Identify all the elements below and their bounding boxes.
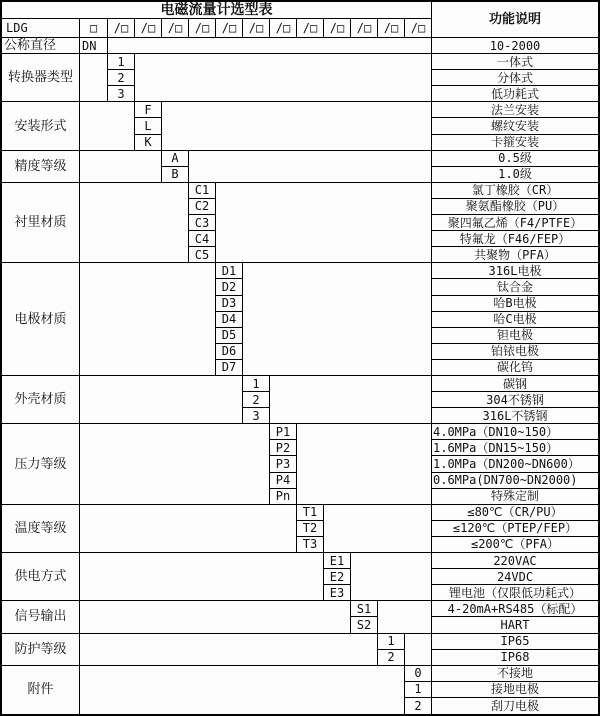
desc-cell: 钽电极 — [432, 328, 598, 344]
code-cell: P1 — [270, 424, 297, 440]
code-cell: 1 — [243, 376, 270, 392]
section-label: 外壳材质 — [2, 376, 80, 424]
code-cell: 1 — [378, 634, 405, 650]
code-cell: D3 — [216, 296, 243, 312]
gap-cell — [162, 102, 432, 150]
section-label: 信号输出 — [2, 601, 80, 633]
model-code-box: /□ — [216, 19, 243, 38]
model-code-box: /□ — [324, 19, 351, 38]
desc-cell: 304不锈钢 — [432, 392, 598, 408]
desc-cell: 316L电极 — [432, 263, 598, 279]
desc-cell: 接地电极 — [432, 682, 598, 698]
code-cell: T2 — [297, 521, 324, 537]
section-label: 安装形式 — [2, 102, 80, 150]
gap-cell — [80, 151, 162, 183]
gap-cell — [243, 263, 432, 376]
desc-cell: 1.0MPa（DN200~DN600） — [432, 456, 598, 472]
code-cell: 2 — [108, 70, 135, 86]
desc-cell: IP65 — [432, 634, 598, 650]
desc-cell: IP68 — [432, 650, 598, 666]
code-cell: D6 — [216, 344, 243, 360]
desc-cell: 钛合金 — [432, 279, 598, 295]
desc-cell: 一体式 — [432, 54, 598, 70]
section-label: 精度等级 — [2, 151, 80, 183]
code-cell: B — [162, 167, 189, 183]
desc-cell: 220VAC — [432, 553, 598, 569]
code-cell: 1 — [108, 54, 135, 70]
desc-cell: 316L不锈钢 — [432, 408, 598, 424]
desc-cell: 0.6MPa(DN700~DN2000) — [432, 473, 598, 489]
code-cell: Pn — [270, 489, 297, 505]
desc-cell: 锂电池（仅限低功耗式） — [432, 585, 598, 601]
desc-cell: 共聚物（PFA） — [432, 247, 598, 263]
desc-cell: 铂铱电极 — [432, 344, 598, 360]
code-cell: 2 — [378, 650, 405, 666]
gap-cell — [108, 38, 432, 54]
desc-cell: 法兰安装 — [432, 102, 598, 118]
code-cell: P3 — [270, 456, 297, 472]
code-cell: 1 — [405, 682, 432, 698]
gap-cell — [80, 54, 108, 102]
section-label: 衬里材质 — [2, 183, 80, 263]
code-cell: DN — [80, 38, 108, 54]
model-code-box: /□ — [162, 19, 189, 38]
model-code-box: /□ — [378, 19, 405, 38]
desc-cell: 哈C电极 — [432, 312, 598, 328]
model-code-box: /□ — [297, 19, 324, 38]
desc-cell: 1.6MPa（DN15~150） — [432, 440, 598, 456]
gap-cell — [80, 376, 243, 424]
code-cell: D1 — [216, 263, 243, 279]
code-cell: C2 — [189, 199, 216, 215]
model-code-box: /□ — [243, 19, 270, 38]
desc-cell: 哈B电极 — [432, 296, 598, 312]
section-label: 电极材质 — [2, 263, 80, 376]
code-cell: S1 — [351, 601, 378, 617]
gap-cell — [80, 424, 270, 504]
model-code-box: /□ — [405, 19, 432, 38]
code-cell: E3 — [324, 585, 351, 601]
gap-cell — [351, 553, 432, 601]
section-label: 供电方式 — [2, 553, 80, 601]
code-cell: C3 — [189, 215, 216, 231]
desc-cell: ≤120℃（PTEP/FEP） — [432, 521, 598, 537]
code-cell: T1 — [297, 505, 324, 521]
gap-cell — [378, 601, 432, 633]
code-cell: L — [135, 118, 162, 134]
desc-cell: 刮刀电极 — [432, 698, 598, 714]
desc-cell: ≤200℃（PFA） — [432, 537, 598, 553]
code-cell: 2 — [405, 698, 432, 714]
model-prefix: LDG — [2, 19, 80, 38]
section-label: 压力等级 — [2, 424, 80, 504]
gap-cell — [80, 634, 378, 666]
code-cell: 0 — [405, 666, 432, 682]
code-cell: 3 — [108, 86, 135, 102]
code-cell: E2 — [324, 569, 351, 585]
code-cell: C1 — [189, 183, 216, 199]
model-code-box: /□ — [270, 19, 297, 38]
code-cell: K — [135, 135, 162, 151]
gap-cell — [297, 424, 432, 504]
code-cell: F — [135, 102, 162, 118]
code-cell: 2 — [243, 392, 270, 408]
section-label: 附件 — [2, 666, 80, 714]
desc-cell: 卡箍安装 — [432, 135, 598, 151]
code-cell: C4 — [189, 231, 216, 247]
code-cell: P4 — [270, 473, 297, 489]
gap-cell — [80, 263, 216, 376]
model-code-box: /□ — [189, 19, 216, 38]
model-code-box: □ — [80, 19, 108, 38]
code-cell: E1 — [324, 553, 351, 569]
desc-cell: 特氟龙（F46/FEP） — [432, 231, 598, 247]
gap-cell — [80, 666, 405, 714]
desc-cell: 不接地 — [432, 666, 598, 682]
gap-cell — [270, 376, 432, 424]
code-cell: 3 — [243, 408, 270, 424]
desc-cell: 4-20mA+RS485（标配） — [432, 601, 598, 617]
desc-cell: 聚四氟乙烯（F4/PTFE） — [432, 215, 598, 231]
desc-cell: 碳化钨 — [432, 360, 598, 376]
desc-cell: 1.0级 — [432, 167, 598, 183]
gap-cell — [80, 553, 324, 601]
gap-cell — [216, 183, 432, 263]
gap-cell — [80, 601, 351, 633]
code-cell: D4 — [216, 312, 243, 328]
gap-cell — [405, 634, 432, 666]
function-column-header: 功能说明 — [432, 2, 598, 38]
desc-cell: 分体式 — [432, 70, 598, 86]
section-label: 温度等级 — [2, 505, 80, 553]
desc-cell: 4.0MPa（DN10~150） — [432, 424, 598, 440]
gap-cell — [324, 505, 432, 553]
code-cell: D2 — [216, 279, 243, 295]
desc-cell: 10-2000 — [432, 38, 598, 54]
model-code-box: /□ — [351, 19, 378, 38]
gap-cell — [80, 102, 135, 150]
gap-cell — [80, 505, 297, 553]
section-label: 防护等级 — [2, 634, 80, 666]
desc-cell: 24VDC — [432, 569, 598, 585]
gap-cell — [135, 54, 432, 102]
gap-cell — [189, 151, 432, 183]
desc-cell: 聚氨酯橡胶（PU） — [432, 199, 598, 215]
section-label: 转换器类型 — [2, 54, 80, 102]
desc-cell: HART — [432, 617, 598, 633]
desc-cell: 低功耗式 — [432, 86, 598, 102]
code-cell: C5 — [189, 247, 216, 263]
code-cell: A — [162, 151, 189, 167]
code-cell: T3 — [297, 537, 324, 553]
code-cell: D7 — [216, 360, 243, 376]
model-code-box: /□ — [135, 19, 162, 38]
gap-cell — [80, 183, 189, 263]
desc-cell: 0.5级 — [432, 151, 598, 167]
code-cell: P2 — [270, 440, 297, 456]
desc-cell: 氯丁橡胶（CR） — [432, 183, 598, 199]
section-label: 公称直径 — [2, 38, 80, 54]
table-title: 电磁流量计选型表 — [2, 2, 432, 19]
code-cell: S2 — [351, 617, 378, 633]
model-code-box: /□ — [108, 19, 135, 38]
desc-cell: 特殊定制 — [432, 489, 598, 505]
desc-cell: 碳钢 — [432, 376, 598, 392]
desc-cell: ≤80℃（CR/PU） — [432, 505, 598, 521]
desc-cell: 螺纹安装 — [432, 118, 598, 134]
code-cell: D5 — [216, 328, 243, 344]
